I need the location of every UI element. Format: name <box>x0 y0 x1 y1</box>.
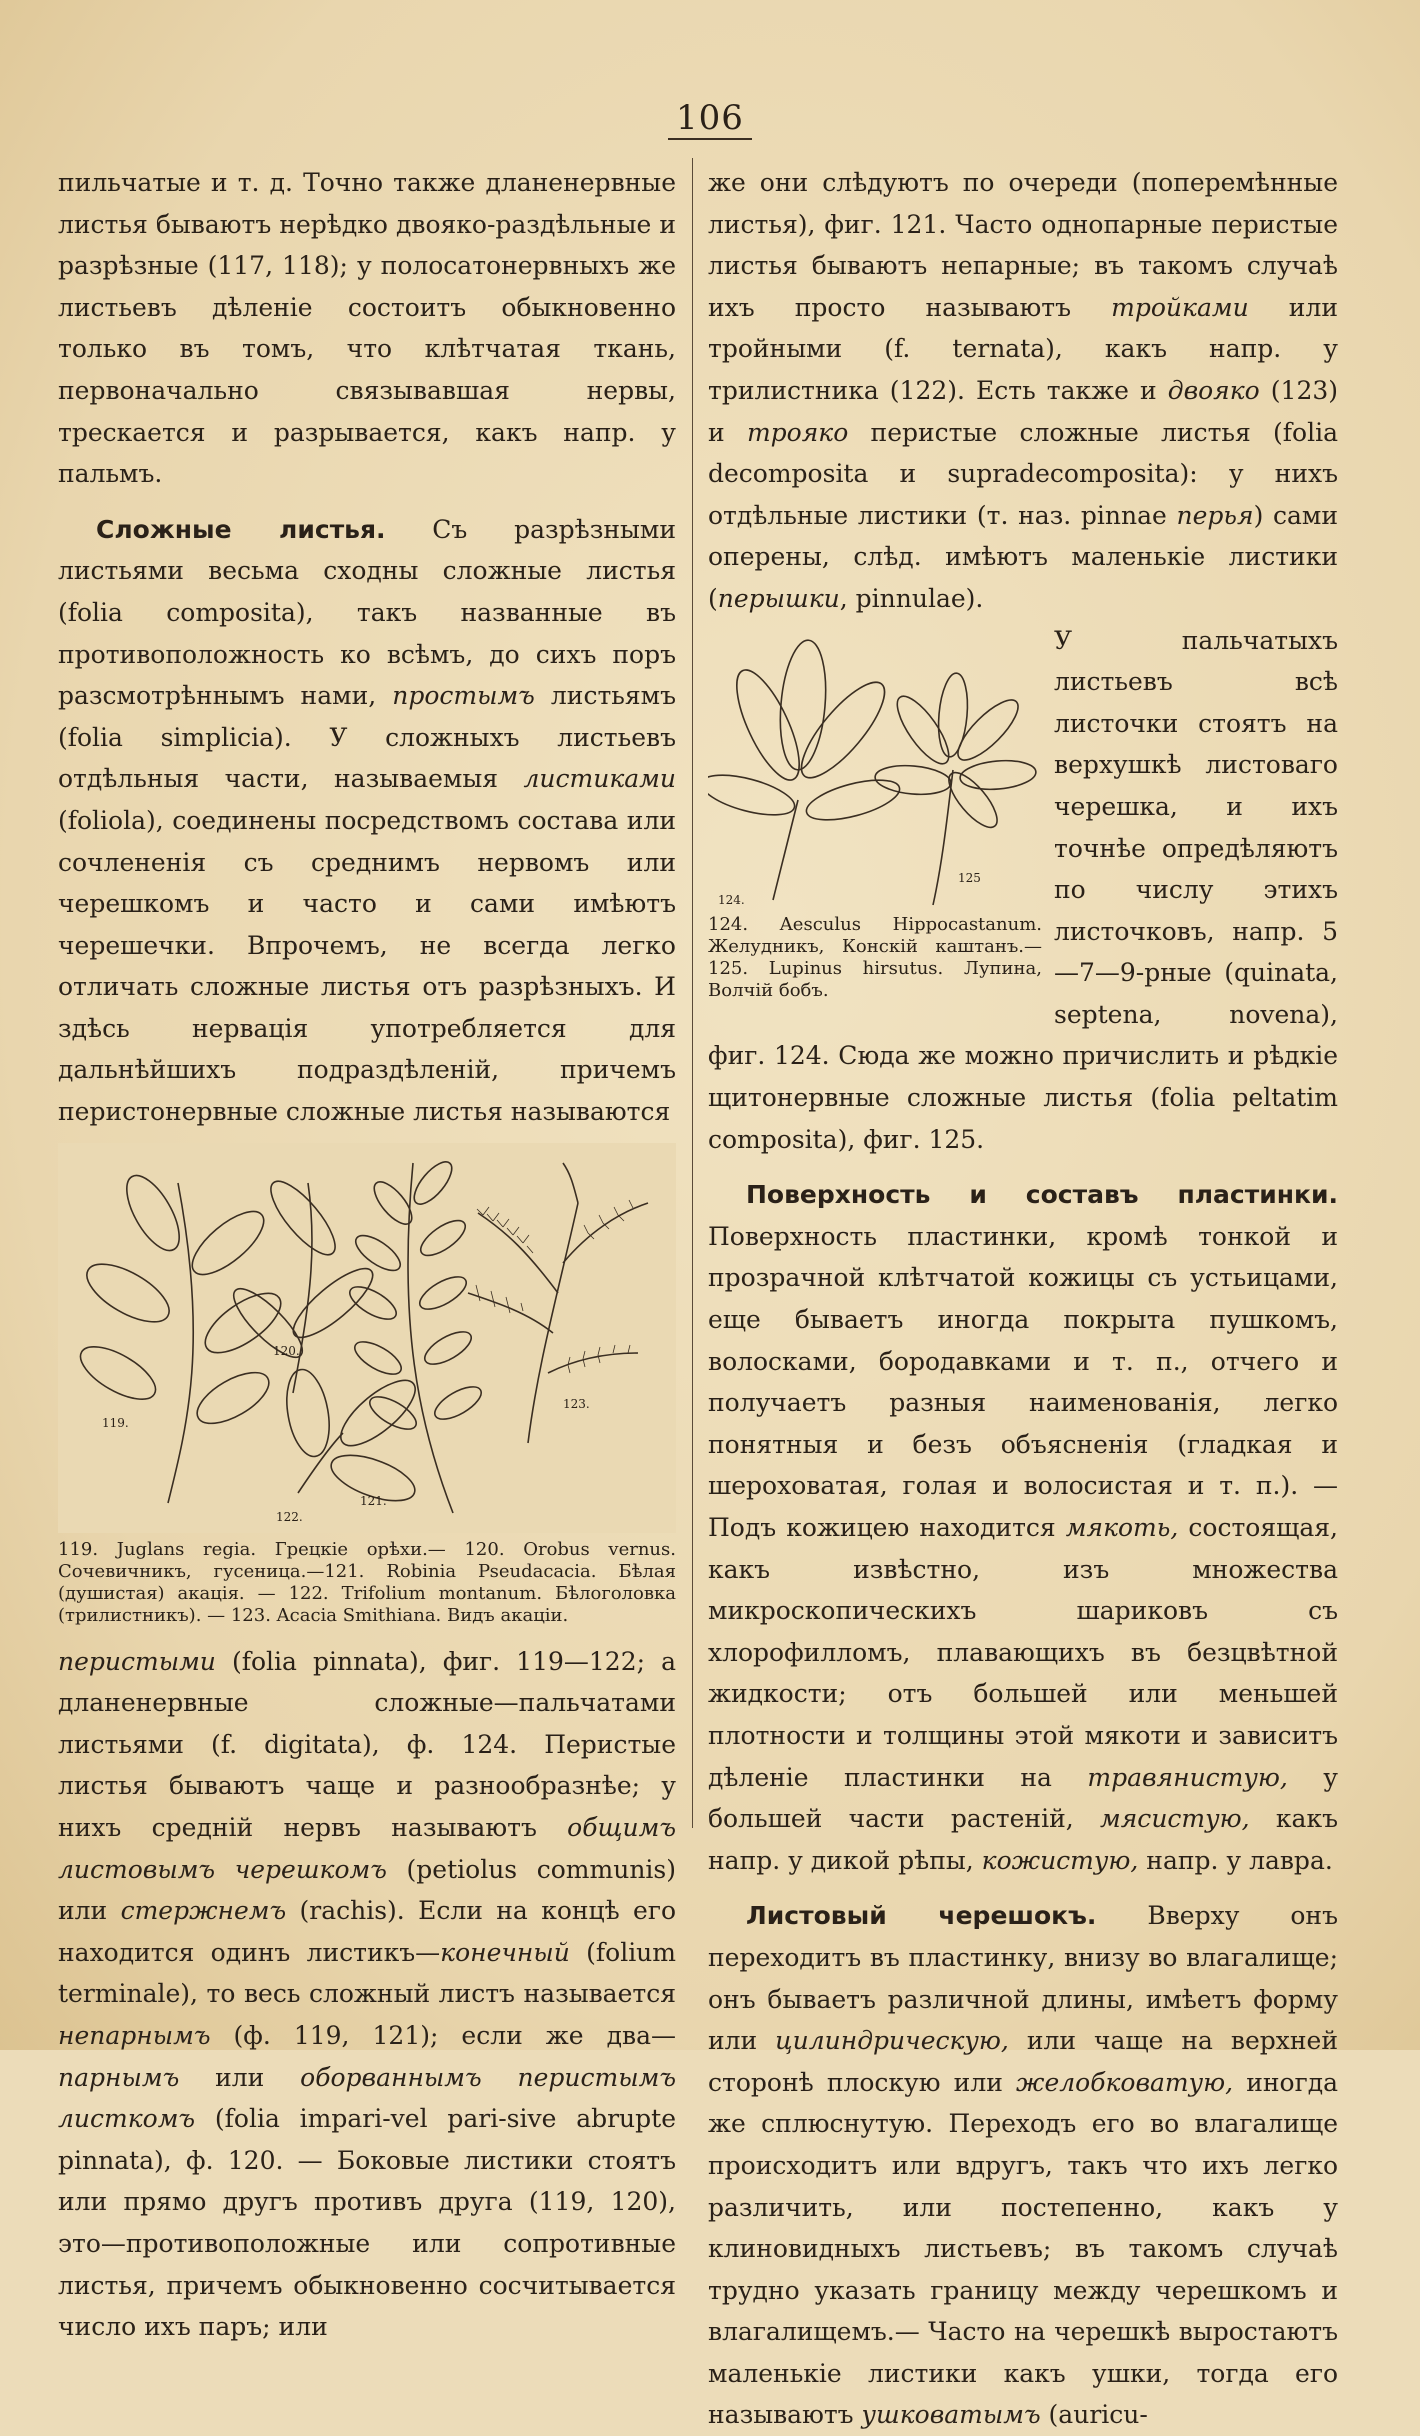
fig-label-121: 121. <box>360 1493 387 1508</box>
paragraph-right-1: же они слѣдуютъ по очереди (поперемѣнные листья), фиг. 121. Часто однопарные перистые листья бываютъ непарные; въ такомъ случаѣ ихъ просто называютъ тройками или тройными (f. ternata), какъ напр. у трилистника (122). Есть также и двояко (123) и трояко перистые сложные листья (folia decomposita и supradecomposita): у нихъ отдѣльные листики (т. наз. pinnae перья) сами оперены, слѣд. имѣютъ маленькіе листики (перышки, pinnulae). <box>708 168 1339 613</box>
right-column <box>708 162 1338 2436</box>
left-column <box>58 162 676 2348</box>
fig-label-120: 120. <box>273 1343 300 1358</box>
column-divider <box>692 158 693 1828</box>
section-heading-petiole: Листовый черешокъ. <box>746 1901 1097 1931</box>
figure-leaves-119-123 <box>58 1143 676 1533</box>
page-number: 106 <box>0 98 1420 138</box>
paragraph-petiole: Листовый черешокъ. Вверху онъ переходитъ въ пластинку, внизу во влагалище; онъ бываетъ различной длины, имѣетъ форму или цилиндрическую, или чаще на верхней сторонѣ плоскую или желобковатую, иногда же сплюснутую. Переходъ его во влагалище происходитъ или вдругъ, такъ что ихъ легко различить, или постепенно, какъ у клиновидныхъ листьевъ; въ такомъ случаѣ трудно указать границу между черешкомъ и влагалищемъ.— Часто на черешкѣ выростаютъ маленькіе листики какъ ушки, тогда его называютъ ушковатымъ (auricu- <box>708 1901 1338 2430</box>
fig-label-124: 124. <box>718 892 745 907</box>
paragraph-left-3: перистыми (folia pinnata), фиг. 119—122; а дланенервные сложные—пальчатами листьями (f. digitata), ф. 124. Перистые листья бываютъ чаще и разнообразнѣе; у нихъ средній нервъ называютъ общимъ листовымъ черешкомъ (petiolus communis) или стержнемъ (rachis). Если на концѣ его находится одинъ листикъ—конечный (folium terminale), то весь сложный листъ называется непарнымъ (ф. 119, 121); если же два—парнымъ или оборваннымъ перистымъ листкомъ (folia impari-vel pari-sive abrupte pinnata), ф. 120. — Боковые листики стоятъ или прямо другъ противъ друга (119, 120), это—противоположные или сопротивные листья, причемъ обыкновенно сосчитывается число ихъ паръ; или <box>58 1646 676 2342</box>
paragraph-left-1: пильчатые и т. д. Точно также дланенервные листья бываютъ нерѣдко двояко-раздѣльные и разрѣзные (117, 118); у полосатонервныхъ же листьевъ дѣленіе состоитъ обыкновенно только въ томъ, что клѣтчатая ткань, первоначально связывавшая нервы, трескается и разрывается, какъ напр. у пальмъ. <box>58 168 676 489</box>
palmate-leaves-illustration <box>708 620 1042 910</box>
paragraph-surface: Поверхность и составъ пластинки. Поверхность пластинки, кромѣ тонкой и прозрачной клѣтчатой кожицы съ устьицами, еще бываетъ иногда покрыта пушкомъ, волосками, бородавками и т. п., отчего и получаетъ разныя наименованія, легко понятныя и безъ объясненія (гладкая и шероховатая, голая и волосистая и т. п.). — Подъ кожицею находится мякоть, состоящая, какъ извѣстно, изъ множества микроскопическихъ шариковъ съ хлорофилломъ, плавающихъ въ безцвѣтной жидкости; отъ большей или меньшей плотности и толщины этой мякоти и зависитъ дѣленіе пластинки на травянистую, у большей части растеній, мясистую, какъ напр. у дикой рѣпы, кожистую, напр. у лавра. <box>708 1180 1338 1875</box>
figure-caption-119-123: 119. Juglans regia. Грецкіе орѣхи.— 120. Orobus vernus. Сочевичникъ, гусеница.—121. Robinia Pseudacacia. Бѣлая (душистая) акація. — 122. Trifolium montanum. Бѣлоголовка (трилистникъ). — 123. Acacia Smithiana. Видъ акаціи. <box>58 1538 676 1626</box>
paragraph-compound-leaves: Сложные листья. Съ разрѣзными листьями весьма сходны сложные листья (folia composita), такъ названные въ противоположность ко всѣмъ, до сихъ поръ разсмотрѣннымъ нами, простымъ листьямъ (folia simplicia). У сложныхъ листьевъ отдѣльныя части, называемыя листиками (foliola), соединены посредствомъ состава или сочлененія съ среднимъ нервомъ или черешкомъ и часто и сами имѣютъ черешечки. Впрочемъ, не всегда легко отличать сложные листья отъ разрѣзныхъ. И здѣсь нервація употребляется для дальнѣйшихъ подраздѣленій, причемъ перистонервные сложные листья называются <box>58 514 677 1127</box>
figure-caption-124-125: 124. Aesculus Hippocastanum. Желудникъ, Конскій каштанъ.—125. Lupinus hirsutus. Лупина, Волчій бобъ. <box>708 913 1042 1001</box>
fig-label-119: 119. <box>102 1415 129 1430</box>
paragraph-right-2: У пальчатыхъ листьевъ всѣ листочки стоятъ на верхушкѣ листоваго черешка, и ихъ точнѣе опредѣляютъ по числу этихъ листочковъ, напр. 5—7—9-рные (quinata, septena, novena), фиг. 124. Сюда же можно причислить и рѣдкіе щитонервные сложные листья (folia peltatim composita), фиг. 125. <box>708 625 1338 1154</box>
leaves-illustration <box>58 1143 676 1533</box>
fig-label-123: 123. <box>563 1396 590 1411</box>
fig-label-122: 122. <box>276 1509 303 1524</box>
section-heading-surface: Поверхность и составъ пластинки. <box>746 1180 1338 1210</box>
fig-label-125: 125 <box>958 870 981 885</box>
section-heading-compound-leaves: Сложные листья. <box>96 514 386 544</box>
figure-leaves-124-125 <box>708 620 1042 1002</box>
